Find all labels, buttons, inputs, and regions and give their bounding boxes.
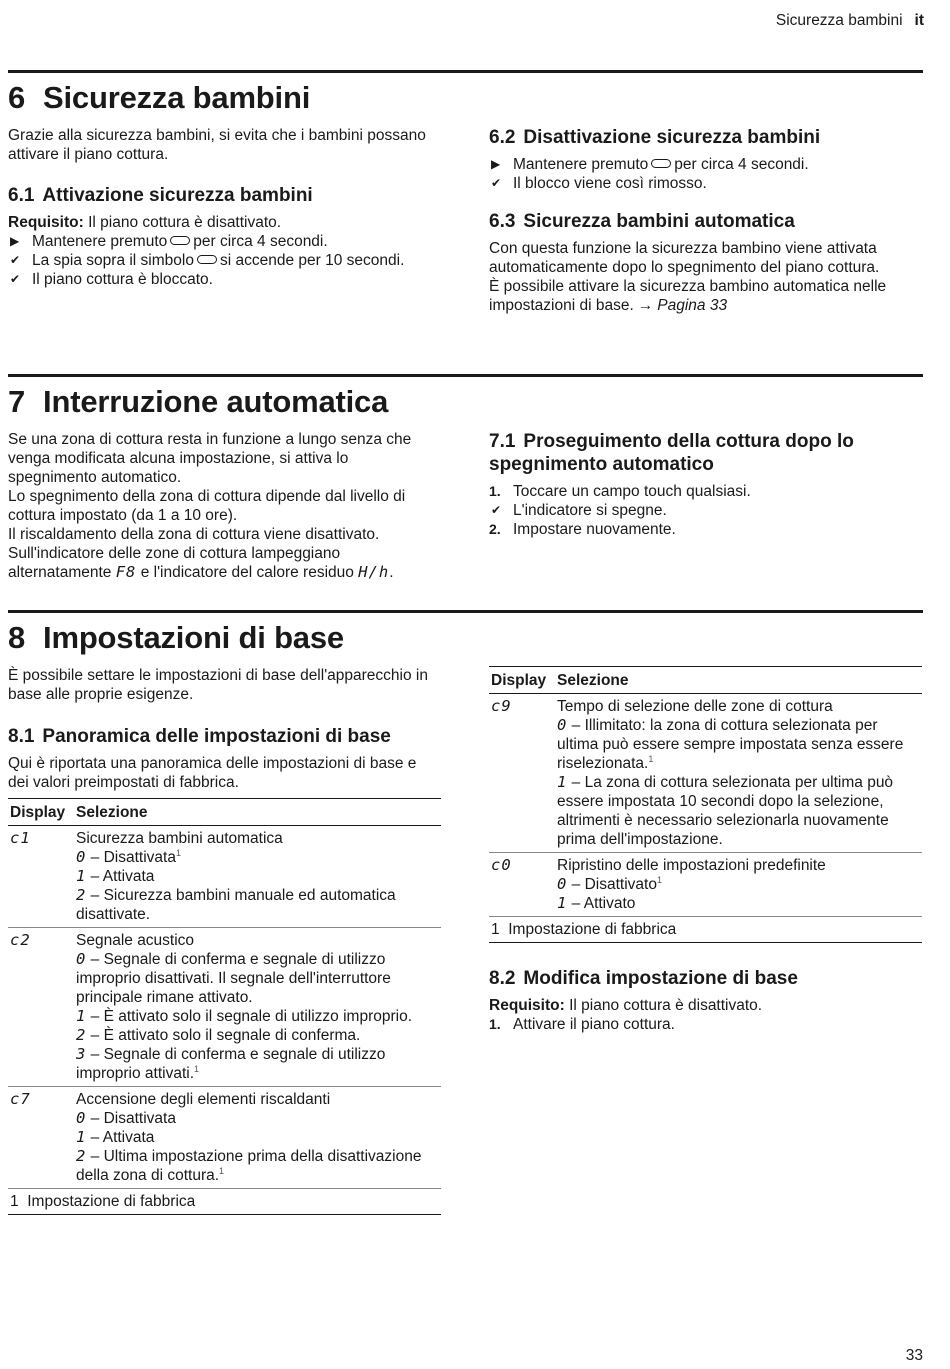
- setting-option: [76, 867, 441, 886]
- header-lang: it: [914, 12, 924, 29]
- subsection-6-2-heading: [489, 126, 919, 149]
- setting-title: Accensione degli elementi riscaldanti: [76, 1091, 331, 1108]
- settings-table-right: [489, 666, 922, 943]
- result-item: [8, 270, 440, 289]
- subsection-6-3-heading: [489, 210, 919, 233]
- result-text: La spia sopra il simbolo: [32, 252, 194, 269]
- requirement-text: Il piano cottura è disattivato.: [569, 997, 763, 1014]
- paragraph-text: .: [389, 564, 394, 581]
- result-text: si accende per 10 secondi.: [219, 252, 405, 269]
- display-code: c7: [10, 1090, 31, 1108]
- table-row: [8, 1087, 441, 1189]
- paragraph: Il riscaldamento della zona di cottura viene disattivato.: [8, 526, 380, 543]
- option-symbol: 0: [557, 875, 568, 893]
- option-text: – Attivata: [90, 868, 155, 885]
- setting-option: [76, 1128, 441, 1147]
- footnote-text: Impostazione di fabbrica: [508, 921, 677, 938]
- table-row: [8, 928, 441, 1087]
- step-number: 1.: [489, 483, 501, 499]
- subsection-number: 8.2: [489, 968, 516, 989]
- result-item: [489, 174, 919, 193]
- setting-option: [76, 886, 441, 924]
- section-6-heading: [8, 80, 310, 116]
- setting-title: Sicurezza bambini automatica: [76, 830, 283, 847]
- option-symbol: 0: [76, 848, 87, 866]
- table-header-row: [489, 667, 922, 694]
- column-header-selection: Selezione: [557, 667, 922, 694]
- requirement: [489, 996, 922, 1015]
- display-symbol: F8: [115, 563, 137, 581]
- setting-title: Ripristino delle impostazioni predefinite: [557, 857, 826, 874]
- option-text: – È attivato solo il segnale di utilizzo improprio.: [90, 1008, 413, 1025]
- result-text: Il piano cottura è bloccato.: [32, 271, 213, 288]
- step-text: per circa 4 secondi.: [674, 156, 809, 173]
- paragraph: Con questa funzione la sicurezza bambino viene attivata automaticamente dopo lo spegnimento del piano cottura.: [489, 240, 880, 276]
- paragraph: Qui è riportata una panoramica delle impostazioni di base e dei valori preimpostati di fabbrica.: [8, 755, 417, 791]
- step-text: Toccare un campo touch qualsiasi.: [513, 483, 751, 500]
- step-item: [489, 155, 919, 174]
- option-symbol: 2: [76, 1026, 87, 1044]
- footnote-mark: 1: [194, 1064, 200, 1074]
- table-row: [8, 826, 441, 928]
- requirement-label: Requisito:: [489, 997, 565, 1014]
- section-title: Sicurezza bambini: [43, 80, 311, 115]
- display-symbol: H/h: [358, 563, 390, 581]
- section-6-intro: Grazie alla sicurezza bambini, si evita che i bambini possano attivare il piano cottura.: [8, 127, 426, 163]
- option-symbol: 2: [76, 886, 87, 904]
- setting-option: [76, 1109, 441, 1128]
- paragraph-text: È possibile attivare la sicurezza bambino automatica nelle impostazioni di base.: [489, 278, 887, 314]
- column-header-display: Display: [8, 799, 76, 826]
- setting-option: [76, 1026, 441, 1045]
- subsection-title: Proseguimento della cottura dopo lo spegnimento automatico: [489, 431, 854, 475]
- subsection-number: 6.2: [489, 127, 516, 148]
- numbered-step: [489, 520, 919, 539]
- section-8-heading: [8, 620, 344, 656]
- key-symbol-icon: [197, 255, 217, 264]
- setting-option: [76, 848, 441, 867]
- section-number: 7: [8, 384, 26, 419]
- option-text: – Sicurezza bambini manuale ed automatica disattivate.: [76, 887, 396, 923]
- step-text: Mantenere premuto: [32, 233, 168, 250]
- setting-option: [76, 1045, 441, 1083]
- option-text: – Attivato: [571, 895, 636, 912]
- option-symbol: 3: [76, 1045, 87, 1063]
- table-header-row: [8, 799, 441, 826]
- header-title: Sicurezza bambini: [775, 12, 903, 29]
- arrow-right-icon: →: [637, 297, 654, 314]
- footnote-text: Impostazione di fabbrica: [27, 1193, 196, 1210]
- section-7-left-column: [8, 430, 440, 582]
- subsection-title: Disattivazione sicurezza bambini: [523, 127, 821, 148]
- section-8-left-column: [8, 666, 441, 1215]
- subsection-title: Panoramica delle impostazioni di base: [42, 726, 391, 747]
- section-8-intro: È possibile settare le impostazioni di base dell'apparecchio in base alle proprie esigenze.: [8, 667, 428, 703]
- option-text: – Segnale di conferma e segnale di utilizzo improprio attivati.: [76, 1046, 386, 1082]
- option-symbol: 1: [557, 773, 568, 791]
- option-symbol: 1: [76, 1128, 87, 1146]
- setting-option: [76, 1007, 441, 1026]
- setting-title: Segnale acustico: [76, 932, 195, 949]
- numbered-step: [489, 482, 919, 501]
- step-text: Mantenere premuto: [513, 156, 649, 173]
- section-7-right-column: [489, 430, 919, 539]
- section-7-heading: [8, 384, 388, 420]
- check-icon: ✔: [10, 272, 21, 286]
- subsection-title: Modifica impostazione di base: [523, 968, 798, 989]
- subsection-7-1-heading: [489, 430, 919, 476]
- option-symbol: 2: [76, 1147, 87, 1165]
- subsection-number: 6.1: [8, 185, 35, 206]
- option-symbol: 0: [76, 950, 87, 968]
- option-symbol: 1: [557, 894, 568, 912]
- display-code: c2: [10, 931, 31, 949]
- setting-option: [557, 894, 922, 913]
- section-rule: [8, 374, 923, 377]
- setting-option: [76, 950, 441, 1007]
- key-symbol-icon: [170, 236, 190, 245]
- option-text: – Ultima impostazione prima della disattivazione della zona di cottura.: [76, 1148, 422, 1184]
- requirement-text: Il piano cottura è disattivato.: [88, 214, 282, 231]
- section-rule: [8, 610, 923, 613]
- option-text: – Segnale di conferma e segnale di utilizzo improprio disattivati. Il segnale dell'interruttore principale rimane attivato.: [76, 951, 391, 1006]
- step-text: Impostare nuovamente.: [513, 521, 676, 538]
- subsection-number: 7.1: [489, 431, 516, 452]
- section-6-left-column: [8, 126, 440, 289]
- setting-option: [557, 773, 922, 849]
- option-symbol: 1: [76, 1007, 87, 1025]
- page-link[interactable]: Pagina 33: [657, 297, 728, 314]
- step-number: 1.: [489, 1016, 501, 1032]
- paragraph-text: Sull'indicatore delle zone di cottura lampeggiano alternatamente: [8, 545, 341, 581]
- result-text: L'indicatore si spegne.: [513, 502, 667, 519]
- option-symbol: 1: [76, 867, 87, 885]
- option-text: – Illimitato: la zona di cottura selezionata per ultima può essere sempre impostata senza essere riselezionata.: [557, 717, 904, 772]
- table-footnote-row: [489, 917, 922, 943]
- step-number: 2.: [489, 521, 501, 537]
- subsection-6-1-heading: [8, 184, 440, 207]
- check-icon: ✔: [10, 253, 21, 267]
- check-icon: ✔: [491, 176, 502, 190]
- table-row: [489, 853, 922, 917]
- section-title: Impostazioni di base: [43, 620, 344, 655]
- option-symbol: 0: [557, 716, 568, 734]
- footnote-mark: 1: [219, 1166, 225, 1176]
- section-title: Interruzione automatica: [43, 384, 389, 419]
- section-rule: [8, 70, 923, 73]
- paragraph: Lo spegnimento della zona di cottura dipende dal livello di cottura impostato (da 1 a 10 ore).: [8, 488, 406, 524]
- running-header: [776, 11, 924, 30]
- section-6-right-column: [489, 126, 919, 315]
- step-text: per circa 4 secondi.: [193, 233, 328, 250]
- column-header-display: Display: [489, 667, 557, 694]
- requirement: [8, 213, 440, 232]
- display-code: c0: [491, 856, 512, 874]
- option-text: – Attivata: [90, 1129, 155, 1146]
- table-row: [489, 694, 922, 853]
- footnote-mark: 1: [175, 848, 181, 858]
- result-text: Il blocco viene così rimosso.: [513, 175, 707, 192]
- setting-option: [557, 875, 922, 894]
- paragraph-text: e l'indicatore del calore residuo: [140, 564, 354, 581]
- footnote-mark: 1: [491, 921, 500, 938]
- step-arrow-icon: ▶: [491, 157, 501, 171]
- setting-option: [76, 1147, 441, 1185]
- key-symbol-icon: [651, 159, 671, 168]
- option-text: – La zona di cottura selezionata per ultima può essere impostata 10 secondi dopo la selezione, altrimenti è necessario selezionarla nuovamente prima dell'impostazione.: [557, 774, 894, 848]
- paragraph: [8, 544, 440, 582]
- footnote-mark: 1: [648, 754, 654, 764]
- subsection-title: Sicurezza bambini automatica: [523, 211, 795, 232]
- setting-title: Tempo di selezione delle zone di cottura: [557, 698, 833, 715]
- option-text: – Disattivato: [571, 876, 657, 893]
- numbered-step: [489, 1015, 922, 1034]
- footnote-mark: 1: [656, 875, 662, 885]
- subsection-8-1-heading: [8, 725, 441, 748]
- step-arrow-icon: ▶: [10, 234, 20, 248]
- subsection-number: 6.3: [489, 211, 516, 232]
- settings-table-left: [8, 798, 441, 1215]
- table-footnote-row: [8, 1189, 441, 1215]
- subsection-title: Attivazione sicurezza bambini: [42, 185, 313, 206]
- check-icon: ✔: [491, 503, 502, 517]
- page-number: 33: [905, 1347, 923, 1364]
- display-code: c9: [491, 697, 512, 715]
- footnote-mark: 1: [10, 1193, 19, 1210]
- paragraph: Se una zona di cottura resta in funzione a lungo senza che venga modificata alcuna impostazione, si attiva lo spegnimento automatico.: [8, 431, 412, 486]
- section-8-right-column: [489, 666, 922, 1034]
- section-number: 6: [8, 80, 26, 115]
- column-header-selection: Selezione: [76, 799, 441, 826]
- subsection-8-2-heading: [489, 967, 922, 990]
- section-number: 8: [8, 620, 26, 655]
- step-item: [8, 232, 440, 251]
- option-symbol: 0: [76, 1109, 87, 1127]
- display-code: c1: [10, 829, 31, 847]
- subsection-number: 8.1: [8, 726, 35, 747]
- setting-option: [557, 716, 922, 773]
- option-text: – Disattivata: [90, 849, 176, 866]
- option-text: – È attivato solo il segnale di conferma.: [90, 1027, 361, 1044]
- result-item: [8, 251, 440, 270]
- requirement-label: Requisito:: [8, 214, 84, 231]
- result-item: [489, 501, 919, 520]
- option-text: – Disattivata: [90, 1110, 176, 1127]
- step-text: Attivare il piano cottura.: [513, 1016, 675, 1033]
- paragraph: [489, 277, 919, 315]
